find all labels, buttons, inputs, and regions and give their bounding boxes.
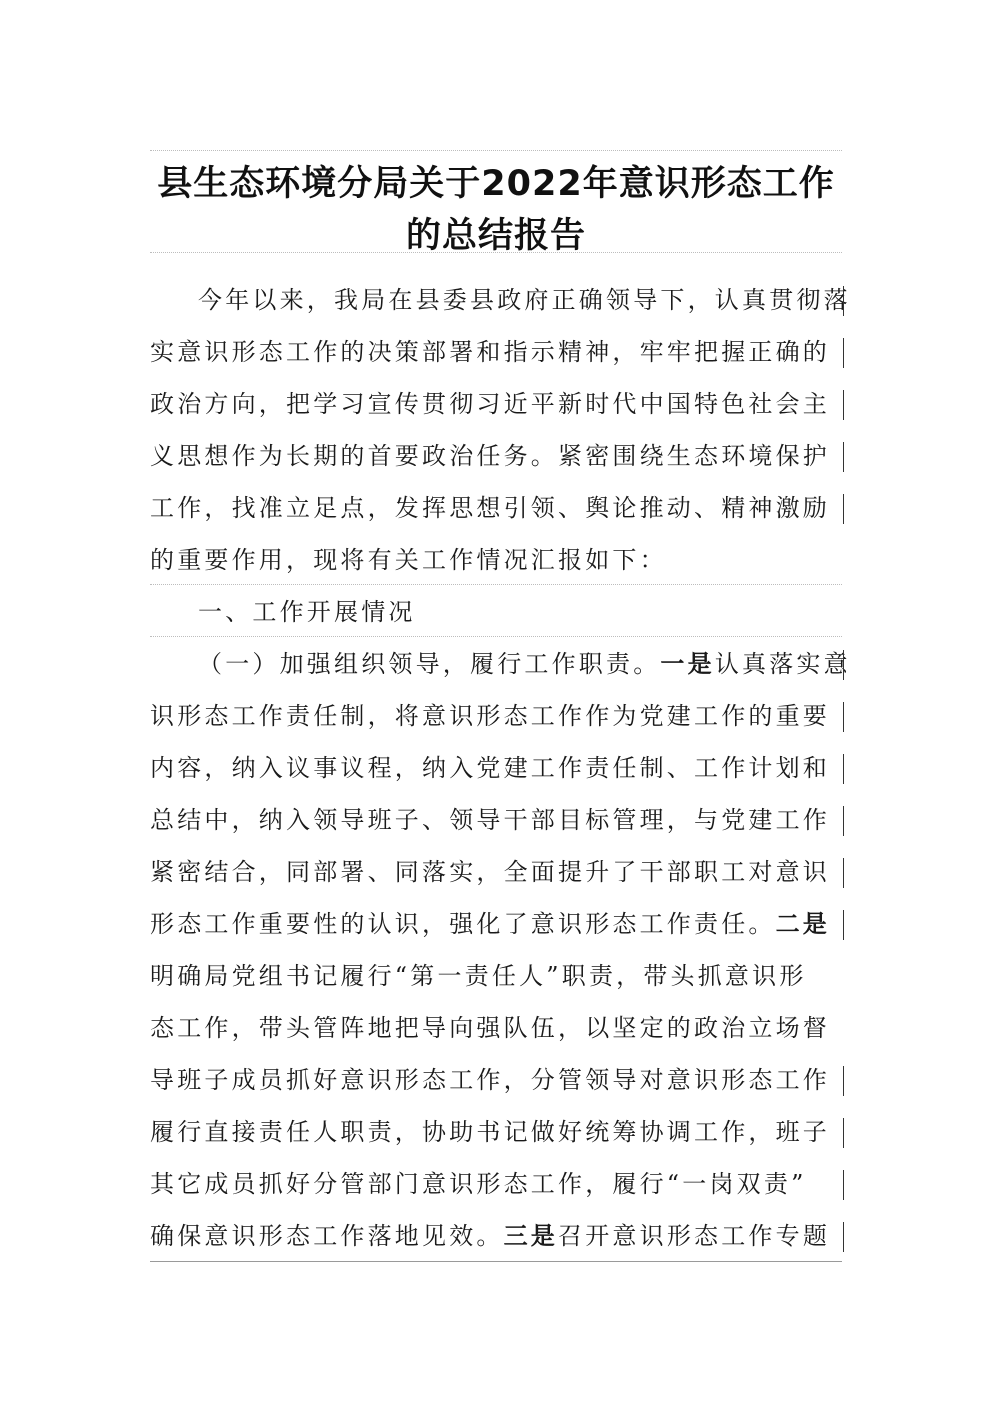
section-1-heading: 一、工作开展情况 — [198, 598, 416, 626]
line-end-marker — [843, 650, 844, 680]
footer-rule — [150, 1261, 842, 1262]
text-line: 形态工作重要性的认识，强化了意识形态工作责任。二是 — [150, 898, 842, 950]
text-line: 实意识形态工作的决策部署和指示精神，牢牢把握正确的 — [150, 326, 842, 378]
text-line: 履行直接责任人职责，协助书记做好统筹协调工作，班子 — [150, 1106, 842, 1158]
line-end-marker — [843, 390, 844, 420]
line-end-marker — [843, 858, 844, 888]
line-end-marker — [843, 286, 844, 316]
line-end-marker — [843, 1118, 844, 1148]
text-line: 总结中，纳入领导班子、领导干部目标管理，与党建工作 — [150, 794, 842, 846]
text-line: 确保意识形态工作落地见效。三是召开意识形态工作专题 — [150, 1210, 842, 1262]
line-end-marker — [843, 910, 844, 940]
text-line: 其它成员抓好分管部门意识形态工作，履行“一岗双责” — [150, 1158, 842, 1210]
paragraph-1 — [150, 638, 851, 1262]
text-line: （一）加强组织领导，履行工作职责。一是认真落实意 — [198, 650, 851, 678]
emphasis-third: 三是 — [503, 1222, 559, 1250]
document-title-line-1: 县生态环境分局关于2022年意识形态工作 — [157, 164, 835, 204]
text-line: 态工作，带头管阵地把导向强队伍，以坚定的政治立场督 — [150, 1014, 830, 1042]
text-line: 的重要作用，现将有关工作情况汇报如下： — [150, 546, 667, 574]
line-end-marker — [843, 338, 844, 368]
intro-paragraph — [150, 274, 851, 586]
emphasis-second: 二是 — [775, 910, 831, 938]
text-line: 今年以来，我局在县委县政府正确领导下，认真贯彻落 — [198, 286, 851, 314]
line-end-marker — [843, 442, 844, 472]
text-line: 政治方向，把学习宣传贯彻习近平新时代中国特色社会主 — [150, 378, 842, 430]
header-rule — [150, 150, 842, 151]
line-end-marker — [843, 754, 844, 784]
title-rule — [150, 252, 842, 253]
line-end-marker — [843, 1170, 844, 1200]
paragraph-rule — [150, 584, 842, 585]
text-line: 识形态工作责任制，将意识形态工作作为党建工作的重要 — [150, 690, 842, 742]
line-end-marker — [843, 1222, 844, 1252]
line-end-marker — [843, 806, 844, 836]
emphasis-first: 一是 — [660, 650, 715, 678]
text-line: 导班子成员抓好意识形态工作，分管领导对意识形态工作 — [150, 1054, 842, 1106]
line-end-marker — [843, 494, 844, 524]
line-end-marker — [843, 702, 844, 732]
text-line: 义思想作为长期的首要政治任务。紧密围绕生态环境保护 — [150, 430, 842, 482]
text-line: 工作，找准立足点，发挥思想引领、舆论推动、精神激励 — [150, 482, 842, 534]
text-line: 明确局党组书记履行“第一责任人”职责，带头抓意识形 — [150, 962, 807, 990]
section-heading — [150, 586, 842, 638]
text-line: 紧密结合，同部署、同落实，全面提升了干部职工对意识 — [150, 846, 842, 898]
text-line: 内容，纳入议事议程，纳入党建工作责任制、工作计划和 — [150, 742, 842, 794]
paragraph-rule — [150, 636, 842, 637]
document-title-line-2: 的总结报告 — [405, 216, 586, 256]
line-end-marker — [843, 1066, 844, 1096]
